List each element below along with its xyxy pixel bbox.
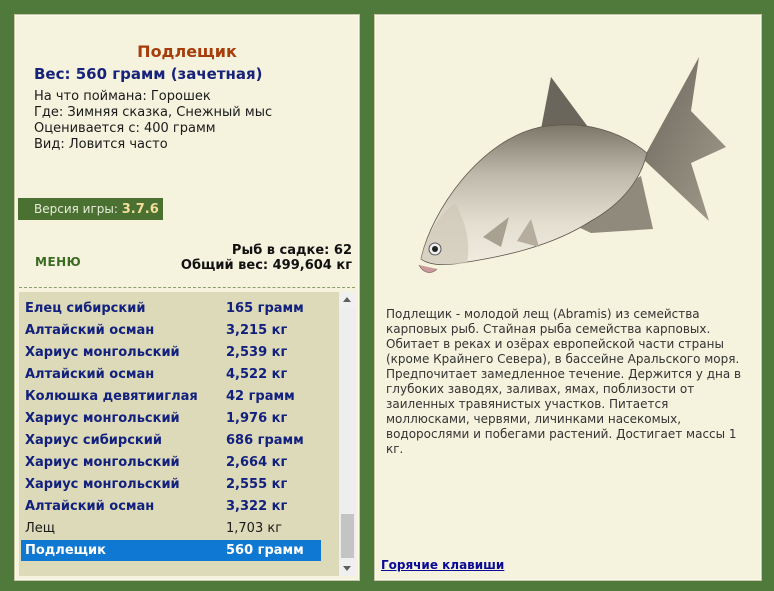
list-item[interactable] (21, 320, 321, 341)
fish-image (391, 51, 736, 286)
fish-name: Подлещик (25, 543, 106, 558)
list-item[interactable] (21, 342, 321, 363)
location-info: Где: Зимняя сказка, Снежный мыс (34, 105, 273, 120)
kind-info: Вид: Ловится часто (34, 137, 168, 152)
fish-weight-value: 165 грамм (226, 301, 304, 316)
scroll-thumb[interactable] (341, 514, 354, 558)
fish-name: Хариус монгольский (25, 345, 180, 360)
list-item-selected[interactable] (21, 540, 321, 561)
fish-name: Алтайский осман (25, 499, 155, 514)
hotkeys-link[interactable]: Горячие клавиши (381, 558, 505, 572)
evaluation-info: Оценивается с: 400 грамм (34, 121, 216, 136)
list-item[interactable] (21, 518, 321, 539)
list-item[interactable] (21, 496, 321, 517)
total-weight: Общий вес: 499,604 кг (180, 258, 352, 273)
list-item[interactable] (21, 364, 321, 385)
fish-title: Подлещик (137, 42, 237, 61)
fish-name: Алтайский осман (25, 367, 155, 382)
list-item[interactable] (21, 452, 321, 473)
fish-weight-value: 42 грамм (226, 389, 295, 404)
fish-info-panel (14, 14, 360, 581)
menu-button[interactable]: МЕНЮ (35, 255, 82, 269)
version-value: 3.7.6 (121, 202, 159, 217)
fish-name: Хариус монгольский (25, 477, 180, 492)
bait-info: На что поймана: Горошек (34, 89, 211, 104)
fish-weight-value: 4,522 кг (226, 367, 288, 382)
fish-name: Хариус монгольский (25, 455, 180, 470)
list-item[interactable] (21, 430, 321, 451)
list-item[interactable] (21, 386, 321, 407)
fish-weight: Вес: 560 грамм (зачетная) (34, 65, 263, 83)
catch-stats (181, 243, 352, 273)
fish-count: Рыб в садке: 62 (231, 243, 352, 258)
version-bar (18, 198, 163, 220)
fish-weight-value: 2,555 кг (226, 477, 288, 492)
fish-name: Хариус сибирский (25, 433, 162, 448)
fish-details-panel (374, 14, 762, 581)
catch-list[interactable] (19, 292, 339, 576)
fish-description: Подлещик - молодой лещ (Abramis) из семейства карповых рыб. Стайная рыба семейства карповых. Обитает в реках и озёрах европейской части страны (кроме Крайнего Севера), в бассейне Аральского моря. Предпочитает замедленное течение. Держится у дна в глубоких заводях, заливах, ямах, поблизости от заиленных травянистых участков. Питается моллюсками, червями, личинками насекомых, водорослями и побегами растений. Достигает массы 1 кг. (386, 307, 742, 456)
arrow-up-icon (343, 297, 351, 302)
scroll-up-button[interactable] (339, 292, 356, 308)
fish-weight-value: 3,215 кг (226, 323, 288, 338)
fish-weight-value: 1,976 кг (226, 411, 288, 426)
fish-name: Елец сибирский (25, 301, 146, 316)
version-label: Версия игры: (34, 202, 118, 216)
fish-weight-value: 1,703 кг (226, 521, 283, 536)
fish-weight-value: 2,539 кг (226, 345, 288, 360)
fish-weight-value: 560 грамм (226, 543, 304, 558)
list-item[interactable] (21, 474, 321, 495)
fish-weight-value: 2,664 кг (226, 455, 288, 470)
list-item[interactable] (21, 408, 321, 429)
scroll-down-button[interactable] (339, 560, 356, 576)
fish-name: Хариус монгольский (25, 411, 180, 426)
list-scrollbar[interactable] (339, 292, 356, 576)
fish-weight-value: 3,322 кг (226, 499, 288, 514)
fish-name: Колюшка девятииглая (25, 389, 198, 404)
arrow-down-icon (343, 566, 351, 571)
fish-name: Лещ (25, 521, 56, 536)
fish-weight-value: 686 грамм (226, 433, 304, 448)
divider (19, 287, 355, 288)
fish-name: Алтайский осман (25, 323, 155, 338)
list-item[interactable] (21, 298, 321, 319)
